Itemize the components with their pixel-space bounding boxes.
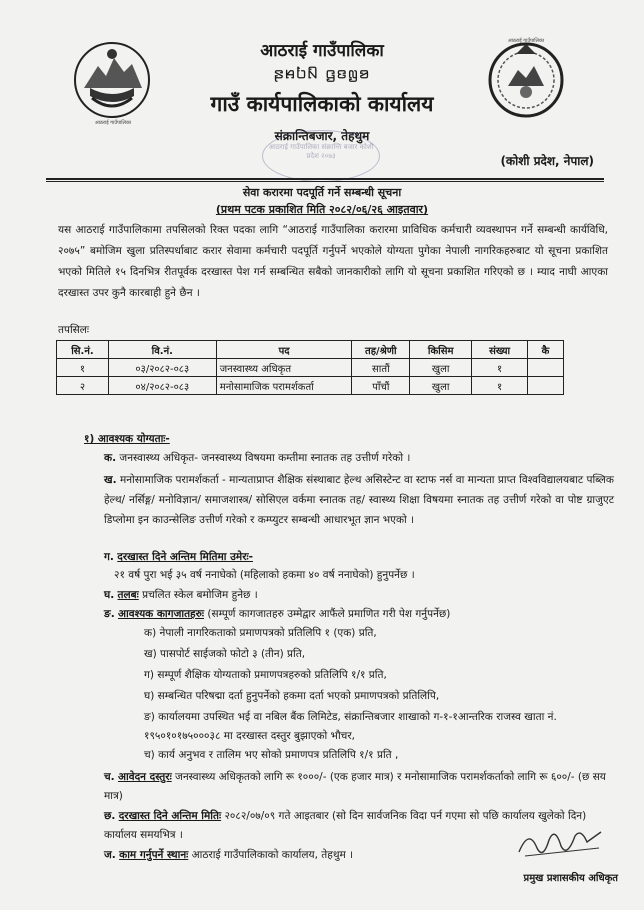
cell-count: १ [472, 377, 528, 395]
doc-item: ङ) कार्यालयमा उपस्थित भई वा नबिल बैंक लिमिटेड, संक्रान्तिबजार शाखाको ग-१-१आन्तरिक राजस्व खाता नं. १९५०१०१७५०००३८ मा दरखास्त दस्तुर बुझाएको भौचर, [144, 711, 557, 742]
col-sn: सि.नं. [57, 341, 109, 359]
cell-adv-no: ०३/२०८२-०८३ [108, 359, 216, 377]
cell-sn: १ [57, 359, 109, 377]
notice-title: सेवा करारमा पदपूर्ति गर्ने सम्बन्धी सूचना [242, 186, 402, 199]
table-row [57, 377, 564, 395]
cell-count: १ [472, 359, 528, 377]
province-label: (कोशी प्रदेश, नेपाल) [500, 154, 594, 168]
col-adv-no: वि.नं. [108, 341, 216, 359]
doc-item: क) नेपाली नागरिकताको प्रमाणपत्रको प्रतिलिपि १ (एक) प्रति, [144, 627, 377, 639]
req-ga-text: २१ वर्ष पुरा भई ३५ वर्ष ननाघेको (महिलाको हकमा ४० वर्ष ननाघेको) हुनुपर्नेछ । [114, 569, 415, 581]
req-nga: ङ. आवश्यक कागजातहरुः (सम्पूर्ण कागजातहरु उम्मेद्वार आफैंले प्रमाणित गरी पेश गर्नुपर्नेछ) [104, 608, 451, 620]
cell-post: मनोसामाजिक परामर्शकर्ता [216, 377, 352, 395]
req-gha: घ. तलबः प्रचलित स्केल बमोजिम हुनेछ । [104, 589, 258, 601]
header-divider-thin [46, 181, 604, 182]
doc-item: ख) पासपोर्ट साईजको फोटो ३ (तीन) प्रति, [144, 648, 306, 660]
col-post: पद [216, 341, 352, 359]
signature-mark [515, 822, 605, 862]
posts-table [56, 340, 564, 395]
col-type: किसिम [410, 341, 472, 359]
col-count: संख्या [472, 341, 528, 359]
right-emblem-caption: आठराई गाउँपालिका [507, 38, 545, 44]
req-ga: ग. दरखास्त दिने अन्तिम मितिमा उमेरः- [104, 551, 253, 563]
signatory-title: प्रमुख प्रशासकीय अधिकृत [523, 873, 618, 884]
office-stamp: आठराई गाउँपालिका संक्रान्ति बजार कोशी प्रदेश २०७३ [262, 130, 380, 182]
cell-type: खुला [410, 377, 472, 395]
doc-item: च) कार्य अनुभव र तालिम भए सोको प्रमाणपत्र प्रतिलिपि १/१ प्रति , [144, 749, 399, 761]
req-ja: ज. काम गर्नुपर्ने स्थानः आठराई गाउँपालिकाको कार्यालय, तेहथुम । [104, 849, 354, 861]
cell-remarks [528, 377, 564, 395]
req-kha: ख. मनोसामाजिक परामर्शकर्ता - मान्यताप्राप्त शैक्षिक संस्थाबाट हेल्थ असिस्टेन्ट वा स्टाफ नर्स वा मान्यता प्राप्त विश्वविद्यालयबाट पब्लिक हेल्थ/ नर्सिङ्ग/ मनोविज्ञान/ समाजशास्त्र/ सोसिएल वर्कमा स्नातक तह/ स्वास्थ्य शिक्षा विषयमा स्नातक तह उत्तीर्ण गरेको वा पोष्ट ग्राजुएट डिप्लोमा इन काउन्सेलिङ उत्तीर्ण गरेको र कम्प्युटर सम्बन्धी आधारभूत ज्ञान भएको । [104, 474, 614, 526]
municipality-name: आठराई गाउँपालिका [260, 41, 384, 61]
table-header-row [57, 341, 564, 359]
left-emblem-caption: आठराई गाउँपालिका [94, 120, 132, 126]
col-remarks: कै [528, 341, 564, 359]
cell-post: जनस्वास्थ्य अधिकृत [216, 359, 352, 377]
cell-type: खुला [410, 359, 472, 377]
doc-item: घ) सम्बन्धित परिषद्मा दर्ता हुनुपर्नेको हकमा दर्ता भएको प्रमाणपत्रको प्रतिलिपि, [144, 690, 440, 702]
requirements-heading: १) आवश्यक योग्यताः- [84, 433, 170, 445]
header-divider [46, 178, 604, 180]
cell-level: पाँचौं [352, 377, 410, 395]
list-label: तपसिलः [58, 324, 90, 336]
notice-subtitle: (प्रथम पटक प्रकाशित मिति २०८२/०६/२६ आइतवार) [215, 203, 429, 216]
cell-remarks [528, 359, 564, 377]
table-row [57, 359, 564, 377]
cell-sn: २ [57, 377, 109, 395]
req-chha: छ. दरखास्त दिने अन्तिम मितिः २०८२/०७/०९ गते आइतबार (सो दिन सार्वजनिक विदा पर्न गएमा सो पछि कार्यालय खुलेको दिन) कार्यालय समयभित्र । [104, 810, 587, 841]
office-location: संक्रान्तिबजार, तेहथुम [274, 129, 370, 143]
cell-adv-no: ०४/२०८२-०८३ [108, 377, 216, 395]
notice-body: यस आठराई गाउँपालिकामा तपसिलको रिक्त पदका लागि “आठराई गाउँपालिका करारमा प्राविधिक कर्मचारी व्यवस्थापन गर्ने सम्बन्धी कार्यविधि, २०७५” बमोजिम खुला प्रतिस्पर्धाबाट करार सेवामा कर्मचारी पदपूर्ति गर्नुपर्ने भएकोले योग्यता पुगेका नेपाली नागरिकहरुबाट यो सूचना प्रकाशित भएको मितिले १५ दिनभित्र रीतपूर्वक दरखास्त पेश गर्न सम्बन्धित सबैको जानकारीको लागि यो सूचना प्रकाशित गरिएको छ । म्याद नाघी आएका दरखास्त उपर कुनै कारबाही हुने छैन । [58, 224, 608, 299]
col-level: तह/श्रेणी [352, 341, 410, 359]
municipality-name-limbu: ꤔꤌꤝꤡ ꤞꤢꤜꤤ [273, 63, 371, 83]
doc-item: ग) सम्पूर्ण शैक्षिक योग्यताको प्रमाणपत्रहरुको प्रतिलिपि १/१ प्रति, [144, 669, 387, 681]
req-ka: क. जनस्वास्थ्य अधिकृत- जनस्वास्थ्य विषयमा कम्तीमा स्नातक तह उत्तीर्ण गरेको । [104, 452, 411, 464]
office-title: गाउँ कार्यपालिकाको कार्यालय [210, 92, 434, 116]
cell-level: सातौं [352, 359, 410, 377]
req-cha: च. आवेदन दस्तुरः जनस्वास्थ्य अधिकृतको लागि रू १०००/- (एक हजार मात्र) र मनोसामाजिक परामर्शकर्ताको लागि रू ६००/- (छ सय मात्र) [104, 771, 606, 802]
